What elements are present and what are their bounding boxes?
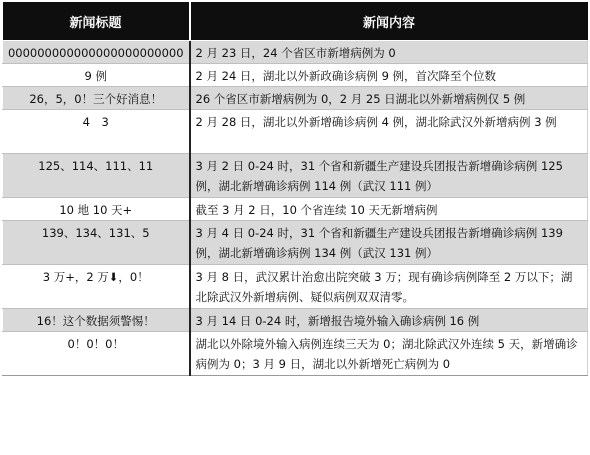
table-row	[3, 309, 588, 332]
row-content: 2 月 28 日，湖北以外新增确诊病例 4 例，湖北除武汉外新增病例 3 例	[190, 110, 588, 154]
row-title: 139、134、131、5	[3, 221, 190, 265]
row-content: 3 月 8 日，武汉累计治愈出院突破 3 万；现有确诊病例降至 2 万以下；湖北除武汉外新增病例、疑似病例双双清零。	[190, 265, 588, 309]
row-content: 26 个省区市新增病例为 0，2 月 25 日湖北以外新增病例仅 5 例	[190, 87, 588, 110]
header-news-title: 新闻标题	[3, 2, 190, 41]
row-content: 2 月 23 日，24 个省区市新增病例为 0	[190, 41, 588, 64]
row-content: 3 月 2 日 0-24 时，31 个省和新疆生产建设兵团报告新增确诊病例 125 例，湖北新增确诊病例 114 例（武汉 111 例）	[190, 154, 588, 198]
row-content: 2 月 24 日，湖北以外新政确诊病例 9 例，首次降至个位数	[190, 64, 588, 87]
table-row	[3, 154, 588, 198]
table-row	[3, 265, 588, 309]
table-row	[3, 41, 588, 64]
row-title: 9 例	[3, 64, 190, 87]
header-news-content: 新闻内容	[190, 2, 588, 41]
table-header-row	[3, 2, 588, 41]
row-content: 湖北以外除境外输入病例连续三天为 0；湖北除武汉外连续 5 天，新增确诊病例为 0；3 月 9 日，湖北以外新增死亡病例为 0	[190, 332, 588, 376]
row-content: 3 月 4 日 0-24 时，31 个省和新疆生产建设兵团报告新增确诊病例 139 例，湖北新增确诊病例 134 例（武汉 131 例）	[190, 221, 588, 265]
row-content: 截至 3 月 2 日，10 个省连续 10 天无新增病例	[190, 198, 588, 221]
table-row	[3, 110, 588, 154]
news-table	[2, 2, 588, 376]
row-title: 125、114、111、11	[3, 154, 190, 198]
row-title: 10 地 10 天+	[3, 198, 190, 221]
row-title: 4 3	[3, 110, 190, 154]
row-title: 3 万+，2 万⬇，0！	[3, 265, 190, 309]
row-title: 16！这个数据须警惕！	[3, 309, 190, 332]
table-row	[3, 198, 588, 221]
table-row	[3, 64, 588, 87]
row-content: 3 月 14 日 0-24 时，新增报告境外输入确诊病例 16 例	[190, 309, 588, 332]
row-title: 000000000000000000000000	[3, 41, 190, 64]
table-row	[3, 87, 588, 110]
table-row	[3, 332, 588, 376]
row-title: 26，5，0！三个好消息！	[3, 87, 190, 110]
table-row	[3, 221, 588, 265]
row-title: 0！0！0！	[3, 332, 190, 376]
